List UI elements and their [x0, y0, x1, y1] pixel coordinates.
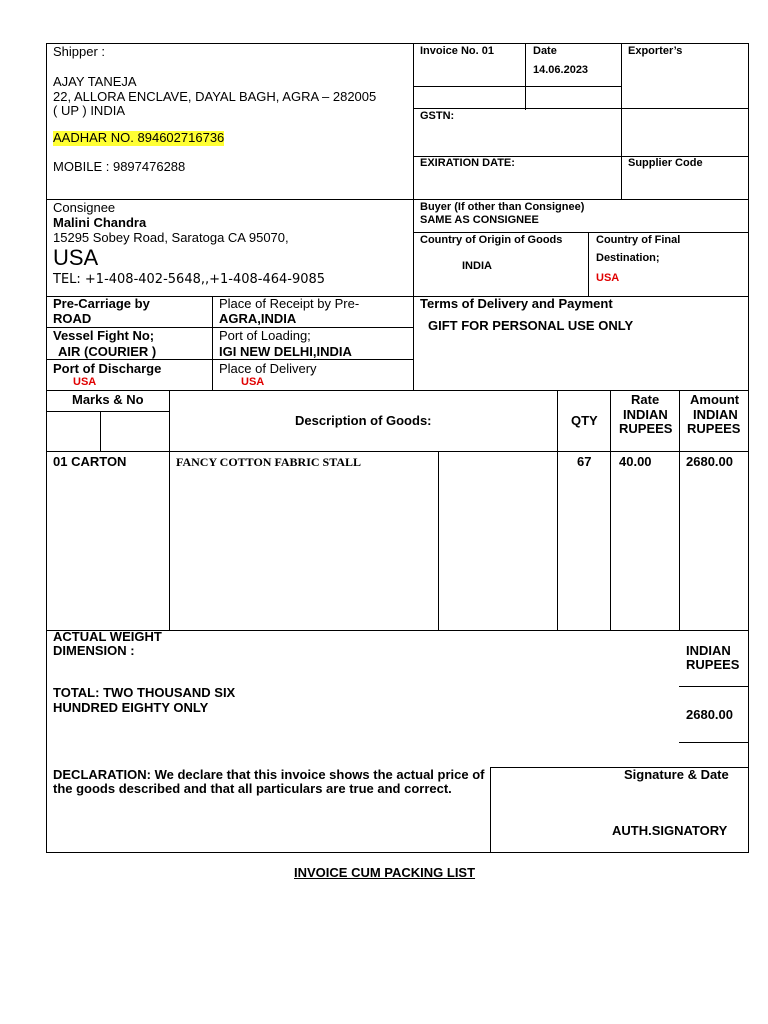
- invoice-number: Invoice No. 01: [420, 45, 494, 57]
- dimension-label: DIMENSION :: [53, 643, 135, 658]
- final-destination-label-1: Country of Final: [596, 234, 681, 246]
- qty-header: QTY: [571, 413, 598, 428]
- delivery-value: USA: [241, 376, 265, 388]
- loading-label: Port of Loading;: [219, 328, 311, 343]
- pre-carriage-label: Pre-Carriage by: [53, 296, 150, 311]
- row-marks: 01 CARTON: [53, 454, 127, 469]
- divider: [557, 390, 558, 631]
- row-amount: 2680.00: [686, 454, 733, 469]
- pre-carriage-value: ROAD: [53, 311, 92, 326]
- gstn-label: GSTN:: [420, 110, 455, 122]
- divider: [46, 390, 749, 391]
- delivery-label: Place of Delivery: [219, 361, 317, 376]
- shipper-name: AJAY TANEJA: [53, 74, 137, 89]
- amount-header-3: RUPEES: [687, 421, 741, 436]
- date-value: 14.06.2023: [533, 64, 589, 76]
- divider: [679, 686, 749, 687]
- divider: [169, 390, 170, 631]
- border-left: [46, 43, 47, 853]
- buyer-label: Buyer (If other than Consignee): [420, 201, 585, 213]
- expiration-label: EXIRATION DATE:: [420, 157, 515, 169]
- date-label: Date: [533, 45, 557, 57]
- origin-label: Country of Origin of Goods: [420, 234, 563, 246]
- divider: [621, 43, 622, 200]
- terms-label: Terms of Delivery and Payment: [420, 296, 613, 311]
- discharge-label: Port of Discharge: [53, 361, 162, 376]
- loading-value: IGI NEW DELHI,INDIA: [219, 344, 352, 359]
- divider: [100, 411, 101, 452]
- divider: [525, 43, 526, 110]
- description-header: Description of Goods:: [295, 413, 432, 428]
- declaration-line1: DECLARATION: We declare that this invoice shows the actual price of: [53, 767, 485, 782]
- divider: [46, 296, 749, 297]
- marks-header: Marks & No: [72, 392, 144, 407]
- origin-value: INDIA: [462, 260, 492, 272]
- supplier-code-label: Supplier Code: [628, 157, 703, 169]
- border-bottom: [46, 852, 749, 853]
- divider: [588, 232, 589, 297]
- final-destination-label-2: Destination;: [596, 252, 660, 264]
- row-qty: 67: [577, 454, 592, 469]
- rate-header-3: RUPEES: [619, 421, 673, 436]
- border-right: [748, 43, 749, 853]
- total-words-line1: TOTAL: TWO THOUSAND SIX: [53, 685, 236, 700]
- row-rate: 40.00: [619, 454, 652, 469]
- border-top: [46, 43, 749, 44]
- rate-header-1: Rate: [631, 392, 660, 407]
- amount-header-2: INDIAN: [693, 407, 738, 422]
- divider: [679, 390, 680, 631]
- document-title: INVOICE CUM PACKING LIST: [294, 865, 476, 880]
- signature-label: Signature & Date: [624, 767, 729, 782]
- final-destination-value: USA: [596, 272, 620, 284]
- shipper-mobile: MOBILE : 9897476288: [53, 159, 186, 174]
- receipt-label: Place of Receipt by Pre-: [219, 296, 360, 311]
- buyer-value: SAME AS CONSIGNEE: [420, 214, 539, 226]
- divider: [46, 411, 170, 412]
- shipper-address-line1: 22, ALLORA ENCLAVE, DAYAL BAGH, AGRA – 282005: [53, 89, 377, 104]
- consignee-name: Malini Chandra: [53, 215, 147, 230]
- divider: [438, 451, 439, 631]
- total-words-line2: HUNDRED EIGHTY ONLY: [53, 700, 209, 715]
- discharge-value: USA: [73, 376, 97, 388]
- divider: [413, 43, 414, 200]
- total-currency-2: RUPEES: [686, 657, 740, 672]
- vessel-label: Vessel Fight No;: [53, 328, 155, 343]
- divider: [679, 742, 749, 743]
- divider: [490, 767, 491, 853]
- divider: [413, 232, 749, 233]
- divider: [212, 296, 213, 391]
- row-description: FANCY COTTON FABRIC STALL: [176, 455, 362, 469]
- terms-value: GIFT FOR PERSONAL USE ONLY: [428, 318, 634, 333]
- auth-signatory: AUTH.SIGNATORY: [612, 823, 728, 838]
- divider: [413, 86, 622, 87]
- divider: [46, 451, 749, 452]
- vessel-value: AIR (COURIER ): [58, 344, 157, 359]
- declaration-line2: the goods described and that all particulars are true and correct.: [53, 781, 452, 796]
- consignee-label: Consignee: [53, 200, 116, 215]
- total-currency-1: INDIAN: [686, 643, 731, 658]
- total-amount: 2680.00: [686, 707, 733, 722]
- consignee-tel: TEL: +1-408-402-5648,,+1-408-464-9085: [53, 272, 326, 287]
- receipt-value: AGRA,INDIA: [219, 311, 297, 326]
- divider: [413, 296, 414, 391]
- exporters-label: Exporter’s: [628, 45, 683, 57]
- consignee-country: USA: [53, 245, 99, 270]
- actual-weight-label: ACTUAL WEIGHT: [53, 629, 162, 644]
- amount-header-1: Amount: [690, 392, 740, 407]
- divider: [610, 390, 611, 631]
- rate-header-2: INDIAN: [623, 407, 668, 422]
- shipper-address-line2: ( UP ) INDIA: [53, 103, 125, 118]
- consignee-address: 15295 Sobey Road, Saratoga CA 95070,: [53, 230, 289, 245]
- shipper-label: Shipper :: [53, 44, 106, 59]
- divider: [46, 199, 749, 200]
- divider: [413, 199, 414, 297]
- divider: [413, 108, 749, 109]
- shipper-aadhar: AADHAR NO. 894602716736: [53, 130, 225, 145]
